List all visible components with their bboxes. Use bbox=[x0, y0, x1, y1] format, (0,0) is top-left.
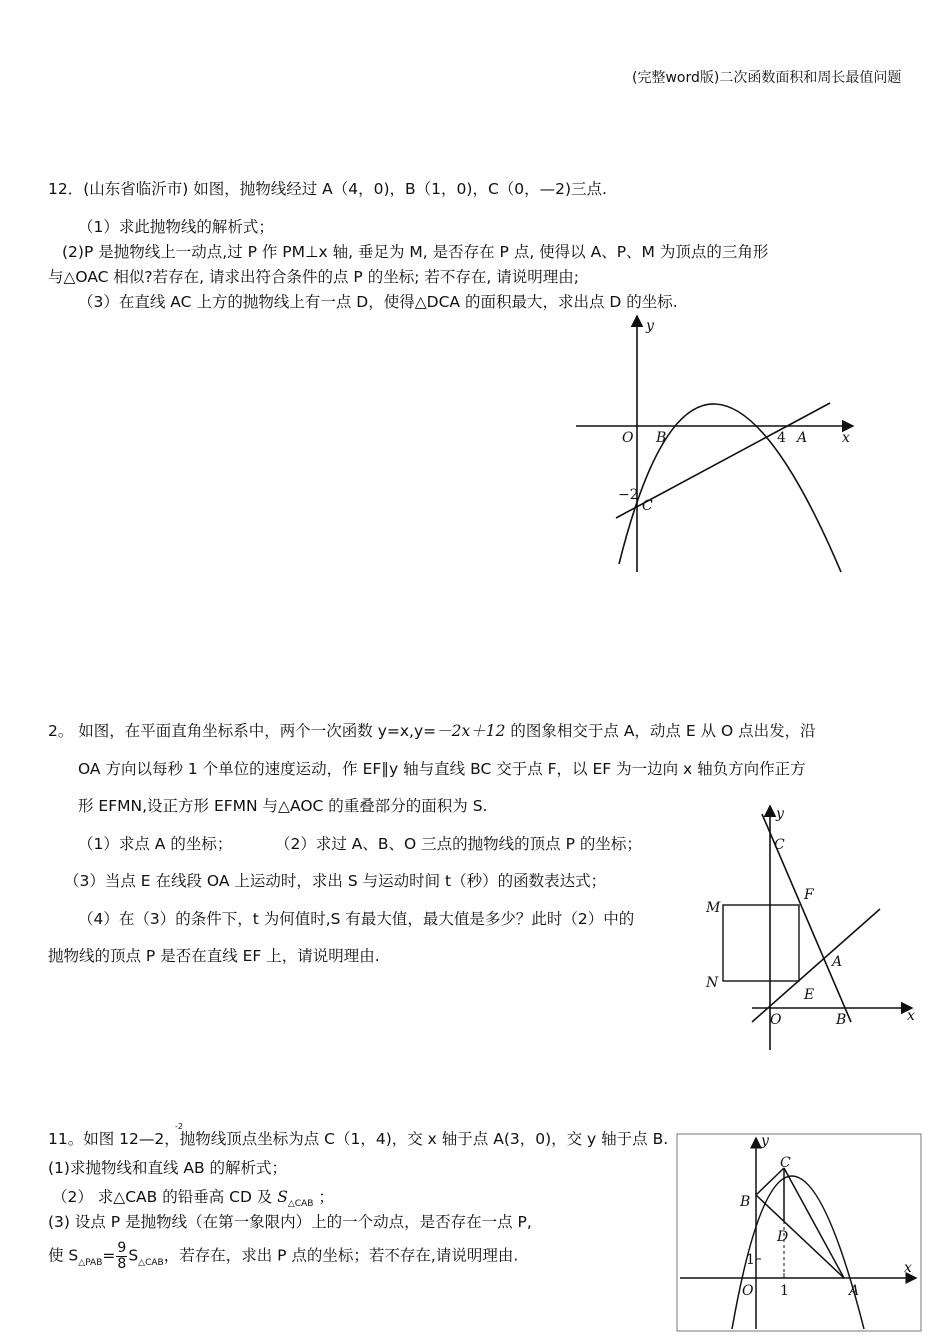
q11-label-a: A bbox=[849, 1283, 860, 1299]
q11-title: 11。如图 12—2，抛物线顶点坐标为点 C（1，4)，交 x 轴于点 A(3，0)，交 y 轴于点 B. bbox=[48, 1130, 669, 1148]
q2-part5: 抛物线的顶点 P 是否在直线 EF 上，请说明理由. bbox=[48, 947, 380, 965]
q11-part2-text: （2） 求△CAB 的铅垂高 CD 及 bbox=[52, 1188, 273, 1206]
q11-fraction-den: 8 bbox=[117, 1255, 127, 1272]
q12-figure bbox=[570, 310, 860, 580]
q11-label-b: B bbox=[740, 1194, 751, 1210]
q2-line-oa bbox=[752, 909, 880, 1022]
q11-line-ca bbox=[784, 1168, 844, 1278]
q11-fraction-num: 9 bbox=[117, 1240, 127, 1256]
q11-part2 bbox=[52, 1188, 334, 1210]
q11-part3: (3) 设点 P 是抛物线（在第一象限内）上的一个动点，是否存在一点 P, bbox=[48, 1213, 532, 1231]
q2-label-b: B bbox=[836, 1012, 847, 1028]
q2-label-n: N bbox=[706, 975, 719, 991]
q12-label-x: x bbox=[842, 430, 850, 446]
q12-label-b: B bbox=[656, 430, 667, 446]
q11-label-d: D bbox=[777, 1229, 789, 1245]
q2-label-e: E bbox=[804, 987, 815, 1003]
q11-part4-eq: = bbox=[102, 1246, 116, 1265]
q2-label-y: y bbox=[776, 806, 784, 822]
q2-line1-pre: 2。 如图，在平面直角坐标系中，两个一次函数 y=x,y= bbox=[48, 722, 437, 740]
q2-line1 bbox=[48, 722, 816, 741]
q12-parabola bbox=[619, 404, 841, 572]
q11-label-y: y bbox=[761, 1133, 769, 1149]
q2-label-c: C bbox=[774, 837, 785, 853]
q2-part4: （4）在（3）的条件下，t 为何值时,S 有最大值，最大值是多少？此时（2）中的 bbox=[78, 910, 635, 928]
q12-label-4: 4 bbox=[777, 430, 786, 446]
q12-label-a: A bbox=[797, 430, 808, 446]
q12-part3: （3）在直线 AC 上方的抛物线上有一点 D，使得△DCA 的面积最大，求出点 D 的坐标. bbox=[78, 293, 678, 311]
q11-figure-frame bbox=[677, 1134, 921, 1331]
q12-title: 12．(山东省临沂市) 如图，抛物线经过 A（4，0)，B（1，0)，C（0，—2)三点. bbox=[48, 180, 607, 198]
q11-label-1y: 1 bbox=[746, 1252, 755, 1268]
q2-label-f: F bbox=[804, 887, 814, 903]
q12-label-y: y bbox=[646, 318, 654, 334]
q11-part4 bbox=[48, 1241, 518, 1271]
q2-square-efmn bbox=[723, 905, 799, 981]
q2-line3: 形 EFMN,设正方形 EFMN 与△AOC 的重叠部分的面积为 S. bbox=[78, 797, 488, 815]
q2-label-x: x bbox=[907, 1008, 915, 1024]
q11-part2-end: ； bbox=[318, 1188, 334, 1206]
q11-figure bbox=[676, 1133, 922, 1333]
q2-label-o: O bbox=[770, 1012, 782, 1028]
q11-label-x: x bbox=[904, 1260, 912, 1276]
q12-label-c: C bbox=[642, 498, 653, 514]
q12-part2-line1: (2)P 是抛物线上一动点,过 P 作 PM⊥x 轴, 垂足为 M, 是否存在 P 点, 使得以 A、P、M 为顶点的三角形 bbox=[62, 243, 769, 261]
q11-part1: (1)求抛物线和直线 AB 的解析式； bbox=[48, 1159, 288, 1177]
q11-part4-s: S bbox=[128, 1246, 139, 1265]
q11-part4-sub2: △CAB bbox=[138, 1257, 164, 1268]
q2-line2: OA 方向以每秒 1 个单位的速度运动，作 EF∥y 轴与直线 BC 交于点 F，以 EF 为一边向 x 轴负方向作正方 bbox=[78, 760, 806, 778]
q11-part2-sub: △CAB bbox=[287, 1199, 314, 1210]
q2-label-m: M bbox=[706, 900, 721, 916]
q2-label-a: A bbox=[832, 954, 843, 970]
q2-part1: （1）求点 A 的坐标； bbox=[78, 835, 233, 853]
q12-label-o: O bbox=[622, 430, 634, 446]
q11-figure-mark: -2 bbox=[175, 1122, 183, 1131]
q11-label-o: O bbox=[742, 1283, 754, 1299]
q12-label-neg2: −2 bbox=[618, 487, 639, 503]
q11-part2-s: S bbox=[277, 1188, 288, 1206]
q11-part4-post: ，若存在，求出 P 点的坐标；若不存在,请说明理由. bbox=[163, 1246, 519, 1265]
q2-part3: （3）当点 E 在线段 OA 上运动时，求出 S 与运动时间 t（秒）的函数表达式； bbox=[64, 872, 607, 890]
q11-line-ab bbox=[756, 1195, 844, 1278]
q11-fraction bbox=[116, 1241, 127, 1271]
q12-part1: （1）求此抛物线的解析式； bbox=[78, 218, 274, 236]
q2-line1-post: 的图象相交于点 A，动点 E 从 O 点出发，沿 bbox=[505, 722, 816, 740]
q2-part2: （2）求过 A、B、O 三点的抛物线的顶点 P 的坐标； bbox=[275, 835, 642, 853]
q11-part4-sub1: △PAB bbox=[78, 1257, 103, 1268]
q12-part2-line2: 与△OAC 相似?若存在, 请求出符合条件的点 P 的坐标; 若不存在, 请说明理由; bbox=[48, 268, 579, 286]
q11-label-1x: 1 bbox=[780, 1283, 789, 1299]
q11-label-c: C bbox=[780, 1155, 791, 1171]
q11-part4-pre: 使 S bbox=[48, 1246, 79, 1265]
q2-line1-expr: －2x＋12 bbox=[436, 722, 506, 740]
q2-figure bbox=[700, 800, 930, 1060]
page-header: (完整word版)二次函数面积和周长最值问题 bbox=[632, 70, 902, 86]
